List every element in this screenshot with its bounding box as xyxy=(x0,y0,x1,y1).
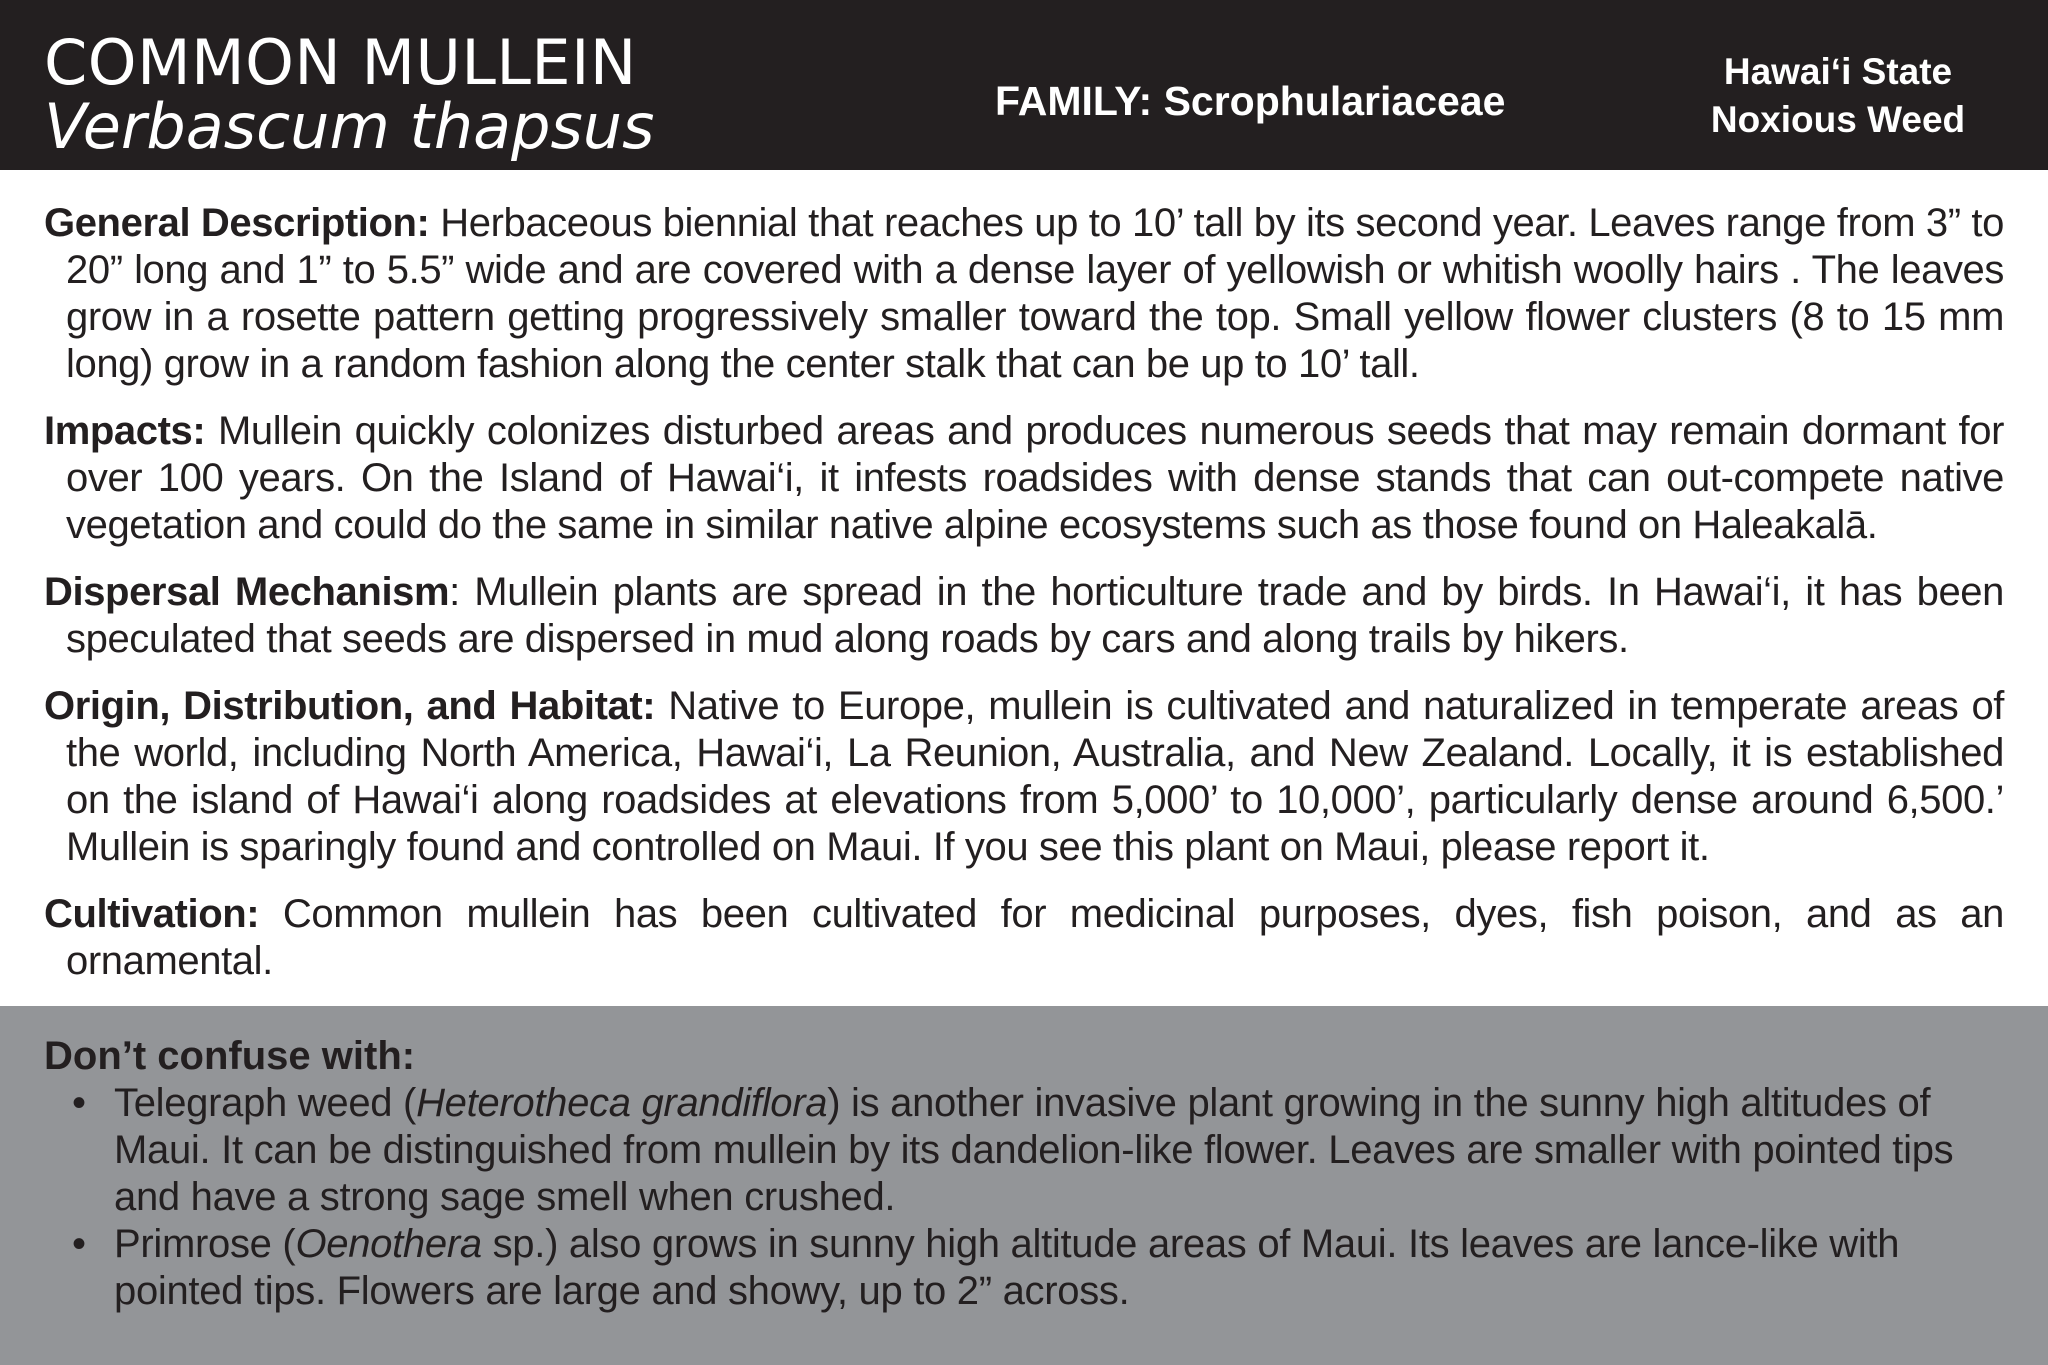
cultivation-paragraph xyxy=(44,891,2004,985)
impacts-text: Mullein quickly colonizes disturbed areas and produces numerous seeds that may remain dormant for over 100 years. On the Island of Hawai‘i, it infests roadsides with dense stands that can out-compete native vegetation and could do the same in similar native alpine ecosystems such as those found on Haleakalā. xyxy=(66,409,2004,547)
bullet-icon: • xyxy=(72,1222,86,1266)
status-line-2: Noxious Weed xyxy=(1710,99,1966,140)
cultivation-text: Common mullein has been cultivated for medicinal purposes, dyes, fish poison, and as an ornamental. xyxy=(66,892,2004,983)
dispersal-paragraph xyxy=(44,569,2004,663)
family-label: FAMILY: Scrophulariaceae xyxy=(995,78,1506,124)
origin-text: Native to Europe, mullein is cultivated and naturalized in temperate areas of the world, including North America, Hawai‘i, La Reunion, Australia, and New Zealand. Locally, it is established on the island of Hawai‘i along roadsides at elevations from 5,000’ to 10,000’, particularly dense around 6,500.’ Mullein is sparingly found and controlled on Maui. If you see this plant on Maui, please report it. xyxy=(66,684,2005,869)
origin-label: Origin, Distribution, and Habitat: xyxy=(44,684,656,728)
origin-paragraph xyxy=(44,683,2004,871)
general-description-text: Herbaceous biennial that reaches up to 10’ tall by its second year. Leaves range from 3” to 20” long and 1” to 5.5” wide and are covered with a dense layer of yellowish or whitish woolly hairs . The leaves grow in a rosette pattern getting progressively smaller toward the top. Small yellow flower clusters (8 to 15 mm long) grow in a random fashion along the center stalk that can be up to 10’ tall. xyxy=(66,201,2004,386)
impacts-paragraph xyxy=(44,408,2004,549)
list-item xyxy=(72,1221,1972,1315)
item-text-end: sp.) also grows in sunny high altitude areas of Maui. Its leaves are lance-like with pointed tips. Flowers are large and showy, up to 2” across. xyxy=(114,1222,1900,1313)
noxious-weed-status xyxy=(1688,48,1988,144)
impacts-label: Impacts: xyxy=(44,409,206,453)
bullet-icon: • xyxy=(72,1081,86,1125)
general-description-paragraph xyxy=(44,200,2004,388)
status-line-1: Hawai‘i State xyxy=(1723,51,1953,92)
dont-confuse-list xyxy=(72,1080,1972,1315)
cultivation-label: Cultivation: xyxy=(44,892,260,936)
item-text-start: Telegraph weed ( xyxy=(114,1081,417,1125)
item-species-name: Oenothera xyxy=(295,1222,482,1266)
dispersal-text: : Mullein plants are spread in the horticulture trade and by birds. In Hawai‘i, it has been speculated that seeds are dispersed in mud along roads by cars and along trails by hikers. xyxy=(66,570,2004,661)
description-body xyxy=(44,200,2004,1005)
common-name: COMMON MULLEIN xyxy=(44,26,637,99)
dont-confuse-title: Don’t confuse with: xyxy=(44,1034,416,1078)
item-text-start: Primrose ( xyxy=(114,1222,296,1266)
scientific-name: Verbascum thapsus xyxy=(44,90,655,163)
dont-confuse-panel xyxy=(0,1006,2048,1365)
list-item xyxy=(72,1080,1972,1221)
general-description-label: General Description: xyxy=(44,201,430,245)
item-text-end: ) is another invasive plant growing in the sunny high altitudes of Maui. It can be distinguished from mullein by its dandelion-like flower. Leaves are smaller with pointed tips and have a strong sage smell when crushed. xyxy=(114,1081,1954,1219)
dispersal-label: Dispersal Mechanism xyxy=(44,570,450,614)
header-bar xyxy=(0,0,2048,170)
item-species-name: Heterotheca grandiflora xyxy=(416,1081,828,1125)
